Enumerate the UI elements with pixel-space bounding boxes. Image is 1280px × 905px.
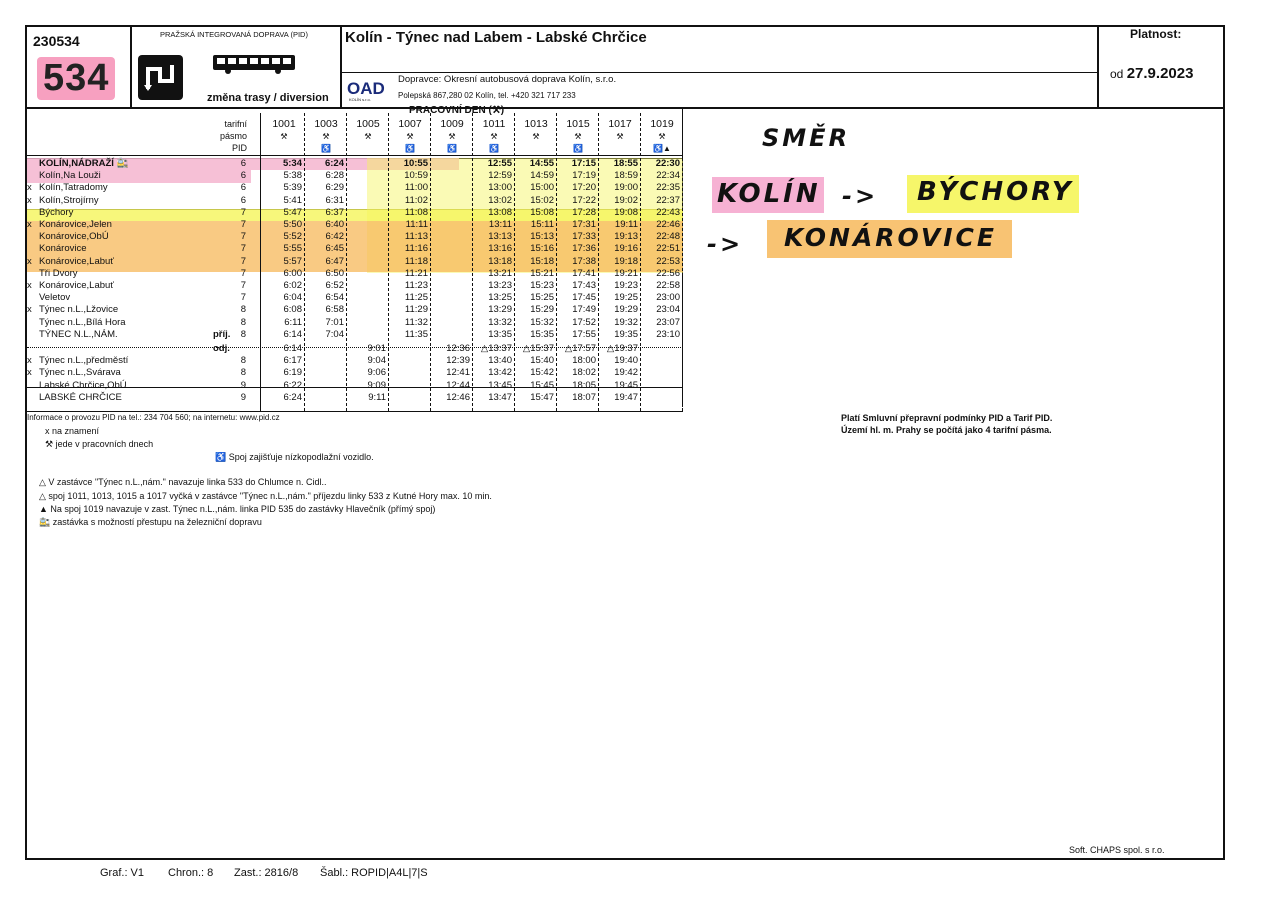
trip-symbol-workday: ⚒	[280, 132, 288, 141]
trip-symbol-workday: ⚒	[532, 132, 540, 141]
diversion-label: změna trasy / diversion	[207, 92, 329, 104]
tariff-zone: 8	[240, 355, 246, 367]
departure-time: 12:59	[488, 170, 512, 182]
hdr-tarifni: tarifní	[224, 119, 247, 129]
trip-number: 1001	[272, 118, 296, 130]
departure-time: 13:18	[488, 255, 512, 267]
departure-time: 15:18	[530, 255, 554, 267]
day-type: PRACOVNÍ DEN (⚒)	[409, 105, 505, 116]
trip-symbol-workday: ⚒	[448, 132, 456, 141]
trip-symbol-workday: ⚒	[616, 132, 624, 141]
departure-time: 14:55	[529, 158, 554, 169]
tariff-zone: 7	[240, 280, 246, 291]
departure-time: 12:55	[487, 158, 512, 169]
trip-symbol-extra: ♿	[489, 144, 499, 153]
departure-time: 13:25	[488, 292, 512, 304]
trip-symbol-workday: ⚒	[322, 132, 330, 141]
departure-time: 10:59	[404, 170, 428, 182]
departure-time: 5:47	[283, 206, 302, 218]
departure-time: 17:31	[572, 219, 596, 230]
departure-time: 18:05	[572, 379, 596, 391]
oad-sub: KOLÍN s.r.o.	[349, 97, 371, 102]
departure-time: 6:08	[283, 304, 302, 316]
departure-time: 17:22	[572, 194, 596, 206]
departure-time: 19:47	[614, 391, 638, 403]
validity-date	[1110, 65, 1193, 82]
departure-time: △17:57	[564, 343, 596, 354]
departure-time: 6:29	[325, 182, 344, 194]
departure-time: 15:32	[530, 316, 554, 328]
departure-time: 9:11	[368, 391, 386, 403]
stop-name: Týnec n.L.,Svárava	[39, 367, 121, 379]
departure-time: 13:13	[488, 231, 512, 243]
hand-smer: SMĚR	[762, 124, 851, 152]
departure-time: 5:39	[283, 182, 302, 194]
departure-time: 13:23	[488, 280, 512, 291]
departure-time: 17:41	[572, 267, 596, 279]
departure-time: 13:47	[488, 391, 512, 403]
departure-time: 18:00	[572, 355, 596, 367]
departure-time: 15:47	[530, 391, 554, 403]
column-divider	[472, 113, 473, 411]
trip-symbol-extra: ♿▲	[653, 144, 671, 153]
request-stop-mark: x	[27, 304, 32, 316]
stop-name: Kolín,Tatradomy	[39, 182, 108, 194]
route-title: Kolín - Týnec nad Labem - Labské Chrčice	[345, 29, 647, 46]
validity-date-value: 27.9.2023	[1126, 65, 1194, 82]
departure-time: 5:55	[283, 243, 302, 255]
line-number: 534	[37, 57, 115, 100]
departure-time: 22:48	[656, 231, 680, 243]
departure-time: 7:01	[325, 316, 344, 328]
trip-number: 1005	[356, 118, 380, 130]
footer-sabl: Šabl.: ROPID|A4L|7|S	[320, 867, 428, 879]
departure-time: 9:04	[367, 355, 386, 367]
trip-symbol-workday: ⚒	[490, 132, 498, 141]
departure-time: 12:44	[446, 379, 470, 391]
departure-time: 15:45	[530, 379, 554, 391]
departure-time: 19:29	[614, 304, 638, 316]
departure-time: 6:14	[283, 343, 302, 354]
departure-time: 11:00	[404, 182, 428, 194]
departure-time: 17:20	[572, 182, 596, 194]
departure-time: 22:56	[656, 267, 680, 279]
trip-number: 1011	[482, 118, 506, 130]
departure-time: 15:35	[530, 328, 554, 340]
request-stop-mark: x	[27, 194, 32, 206]
stop-name: Kolín,Na Louži	[39, 170, 101, 182]
stop-name: LABSKÉ CHRČICE	[39, 391, 122, 403]
tariff-zone: 6	[240, 158, 246, 169]
tariff-zone: 6	[240, 170, 246, 182]
trip-number: 1013	[524, 118, 548, 130]
note-lowfloor: ♿ Spoj zajišťuje nízkopodlažní vozidlo.	[215, 452, 374, 462]
departure-time: 13:02	[488, 194, 512, 206]
departure-time: 13:29	[488, 304, 512, 316]
departure-time: 22:35	[656, 182, 680, 194]
departure-time: 6:24	[324, 158, 344, 169]
departure-time: 11:29	[404, 304, 428, 316]
stop-name: Týnec n.L.,Lžovice	[39, 304, 119, 316]
line-code: 230534	[33, 33, 80, 49]
departure-time: 9:06	[367, 367, 386, 379]
column-divider	[346, 113, 347, 411]
departure-time: 6:17	[283, 355, 302, 367]
note-right-2: Území hl. m. Prahy se počítá jako 4 tarifní pásma.	[841, 425, 1052, 435]
departure-time: 19:11	[614, 219, 638, 230]
departure-time: 11:25	[404, 292, 428, 304]
departure-time: 15:23	[530, 280, 554, 291]
departure-time: 17:33	[572, 231, 596, 243]
footer-graf: Graf.: V1	[100, 867, 145, 879]
departure-time: 17:52	[572, 316, 596, 328]
departure-time: 13:42	[488, 367, 512, 379]
departure-time: 13:32	[488, 316, 512, 328]
departure-time: 22:51	[656, 243, 680, 255]
departure-time: 6:04	[283, 292, 302, 304]
departure-time: 15:25	[530, 292, 554, 304]
column-divider	[682, 113, 683, 411]
request-stop-mark: x	[27, 280, 32, 291]
stop-name: TÝNEC N.L.,NÁM.	[39, 328, 118, 340]
departure-time: 6:58	[325, 304, 344, 316]
request-stop-mark: x	[27, 219, 32, 230]
departure-time: 23:10	[656, 328, 680, 340]
stop-name: Konárovice,ObÚ	[39, 231, 109, 243]
departure-time: 15:42	[530, 367, 554, 379]
trip-number: 1017	[608, 118, 632, 130]
info-line: Informace o provozu PID na tel.: 234 704 560; na internetu: www.pid.cz	[27, 413, 280, 422]
departure-time: 15:08	[530, 206, 554, 218]
departure-time: 6:00	[283, 267, 302, 279]
departure-time: 5:34	[282, 158, 302, 169]
departure-time: 19:40	[614, 355, 638, 367]
departure-time: 10:55	[403, 158, 428, 169]
trip-symbol-workday: ⚒	[406, 132, 414, 141]
departure-time: 22:53	[656, 255, 680, 267]
departure-time: 13:45	[488, 379, 512, 391]
pid-label: PRAŽSKÁ INTEGROVANÁ DOPRAVA (PID)	[160, 30, 308, 39]
departure-time: 6:22	[283, 379, 302, 391]
stop-name: Tři Dvory	[39, 267, 78, 279]
departure-time: 5:38	[283, 170, 302, 182]
departure-time: 19:21	[614, 267, 638, 279]
tariff-zone: 8	[240, 316, 246, 328]
departure-time: 13:35	[488, 328, 512, 340]
hand-arrow-2: ->	[707, 230, 744, 258]
tariff-zone: 8	[240, 367, 246, 379]
note-x: x na znamení	[45, 426, 100, 436]
departure-time: 5:57	[283, 255, 302, 267]
departure-time: 11:16	[404, 243, 428, 255]
timetable-frame	[25, 25, 1225, 860]
trip-symbol-workday: ⚒	[574, 132, 582, 141]
departure-time: 6:50	[325, 267, 344, 279]
stop-name: Labské Chrčice,ObÚ	[39, 379, 127, 391]
departure-time: 6:24	[283, 391, 302, 403]
departure-time: 6:02	[283, 280, 302, 291]
departure-time: 15:16	[530, 243, 554, 255]
departure-time: 15:11	[530, 219, 554, 230]
stop-name: Veletov	[39, 292, 71, 304]
request-stop-mark: x	[27, 355, 32, 367]
departure-time: 23:04	[656, 304, 680, 316]
request-stop-mark: x	[27, 255, 32, 267]
departure-time: 15:40	[530, 355, 554, 367]
departure-time: 19:00	[614, 182, 638, 194]
departure-time: 19:45	[614, 379, 638, 391]
hand-arrow-1: ->	[842, 182, 879, 210]
hand-bychory: BÝCHORY	[917, 177, 1074, 207]
departure-time: 19:08	[614, 206, 638, 218]
departure-time: 11:13	[404, 231, 428, 243]
note-4: 🚉 zastávka s možností přestupu na železniční dopravu	[39, 517, 262, 527]
departure-time: 9:09	[367, 379, 386, 391]
note-right-1: Platí Smluvní přepravní podmínky PID a Tarif PID.	[841, 413, 1053, 423]
arr-dep-label: odj.	[213, 343, 230, 354]
departure-time: 6:52	[325, 280, 344, 291]
departure-time: 19:23	[614, 280, 638, 291]
column-divider	[514, 113, 515, 411]
trip-symbol-extra: ♿	[405, 144, 415, 153]
column-divider	[304, 113, 305, 411]
tariff-zone: 7	[240, 219, 246, 230]
departure-time: 6:19	[283, 367, 302, 379]
departure-time: 11:21	[404, 267, 428, 279]
departure-time: 6:47	[325, 255, 344, 267]
departure-time: 15:29	[530, 304, 554, 316]
carrier-address: Polepská 867,280 02 Kolín, tel. +420 321 717 233	[398, 91, 576, 100]
column-divider	[388, 113, 389, 411]
column-divider	[598, 113, 599, 411]
tariff-zone: 8	[240, 328, 246, 340]
departure-time: 15:13	[530, 231, 554, 243]
departure-time: 22:30	[655, 158, 680, 169]
departure-time: 17:45	[572, 292, 596, 304]
trip-symbol-workday: ⚒	[364, 132, 372, 141]
note-3: ▲ Na spoj 1019 navazuje v zast. Týnec n.L.,nám. linka PID 535 do zastávky Hlavečník (přímý spoj)	[39, 504, 436, 514]
tariff-zone: 8	[240, 304, 246, 316]
stop-name: Týnec n.L.,předměstí	[39, 355, 129, 367]
footer-chron: Chron.: 8	[168, 867, 214, 879]
column-divider	[640, 113, 641, 411]
tariff-zone: 7	[240, 255, 246, 267]
departure-time: 18:02	[572, 367, 596, 379]
departure-time: 6:28	[325, 170, 344, 182]
carrier-name: Dopravce: Okresní autobusová doprava Kolín, s.r.o.	[398, 74, 617, 85]
note-workdays: ⚒ jede v pracovních dnech	[45, 439, 154, 449]
hdr-pid: PID	[231, 143, 247, 153]
departure-time: 6:42	[325, 231, 344, 243]
departure-time: 18:55	[613, 158, 638, 169]
tariff-zone: 7	[240, 231, 246, 243]
departure-time: 19:35	[614, 328, 638, 340]
departure-time: △19:37	[606, 343, 638, 354]
departure-time: 13:00	[488, 182, 512, 194]
stop-name: Týnec n.L.,Bílá Hora	[39, 316, 126, 328]
departure-time: 17:38	[572, 255, 596, 267]
departure-time: 23:07	[656, 316, 680, 328]
departure-time: △15:37	[522, 343, 554, 354]
departure-time: 11:18	[404, 255, 428, 267]
trip-number: 1015	[566, 118, 590, 130]
departure-time: 13:08	[488, 206, 512, 218]
departure-time: 6:54	[325, 292, 344, 304]
hand-kolin: KOLÍN	[717, 179, 821, 209]
departure-time: 11:23	[404, 280, 428, 291]
departure-time: 6:40	[325, 219, 344, 230]
note-2: △ spoj 1011, 1013, 1015 a 1017 vyčká v zastávce "Týnec n.L.,nám." příjezdu linky 533 z Kutné Hory max. 10 min.	[39, 491, 492, 501]
stop-name: Konárovice	[39, 243, 87, 255]
departure-time: 14:59	[530, 170, 554, 182]
trip-symbol-extra: ♿	[573, 144, 583, 153]
trip-number: 1009	[440, 118, 464, 130]
departure-time: 18:07	[572, 391, 596, 403]
departure-time: 6:31	[325, 194, 344, 206]
tariff-zone: 6	[240, 182, 246, 194]
departure-time: 17:55	[572, 328, 596, 340]
departure-time: 5:50	[283, 219, 302, 230]
departure-time: 18:59	[614, 170, 638, 182]
departure-time: 17:49	[572, 304, 596, 316]
departure-time: 22:34	[656, 170, 680, 182]
departure-time: 15:00	[530, 182, 554, 194]
departure-time: 13:16	[488, 243, 512, 255]
departure-time: 15:02	[530, 194, 554, 206]
departure-time: 13:21	[488, 267, 512, 279]
hdr-pasmo: pásmo	[219, 131, 247, 141]
departure-time: 17:15	[571, 158, 596, 169]
trip-number: 1007	[398, 118, 422, 130]
trip-number: 1003	[314, 118, 338, 130]
departure-time: 19:25	[614, 292, 638, 304]
tariff-zone: 7	[240, 243, 246, 255]
departure-time: 11:11	[405, 219, 428, 230]
departure-time: 11:32	[404, 316, 428, 328]
note-1: △ V zastávce "Týnec n.L.,nám." navazuje linka 533 do Chlumce n. Cidl..	[39, 477, 327, 487]
tariff-zone: 6	[240, 194, 246, 206]
departure-time: 19:32	[614, 316, 638, 328]
footer-zast: Zast.: 2816/8	[234, 867, 299, 879]
stop-name: Konárovice,Labuť	[39, 255, 114, 267]
diversion-icon	[138, 55, 183, 100]
departure-time: 5:41	[283, 194, 302, 206]
stop-name: KOLÍN,NÁDRAŽÍ 🚉	[39, 158, 129, 169]
hand-konarovice: KONÁROVICE	[784, 223, 997, 252]
validity-label: Platnost:	[1130, 27, 1182, 41]
departure-time: 17:28	[572, 206, 596, 218]
departure-time: 9:01	[367, 343, 386, 354]
trip-symbol-extra: ♿	[447, 144, 457, 153]
stop-name: Býchory	[39, 206, 74, 218]
stop-name: Kolín,Strojírny	[39, 194, 99, 206]
column-divider	[556, 113, 557, 411]
request-stop-mark: x	[27, 182, 32, 194]
trip-symbol-extra: ♿	[321, 144, 331, 153]
departure-time: 12:41	[446, 367, 470, 379]
software-credit: Soft. CHAPS spol. s r.o.	[1069, 845, 1165, 855]
departure-time: 19:42	[614, 367, 638, 379]
departure-time: 12:46	[446, 391, 470, 403]
column-divider	[430, 113, 431, 411]
tariff-zone: 9	[240, 391, 246, 403]
departure-time: 19:02	[614, 194, 638, 206]
departure-time: 6:14	[283, 328, 302, 340]
tariff-zone: 7	[240, 292, 246, 304]
departure-time: 6:11	[284, 316, 302, 328]
departure-time: 15:21	[530, 267, 554, 279]
trip-symbol-workday: ⚒	[658, 132, 666, 141]
departure-time: 13:40	[488, 355, 512, 367]
tariff-zone: 7	[240, 206, 246, 218]
request-stop-mark: x	[27, 367, 32, 379]
departure-time: 11:02	[404, 194, 428, 206]
validity-prefix: od	[1110, 67, 1124, 81]
stop-name: Konárovice,Jelen	[39, 219, 112, 230]
departure-time: 6:37	[325, 206, 344, 218]
trip-number: 1019	[650, 118, 674, 130]
departure-time: 22:58	[656, 280, 680, 291]
tariff-zone: 9	[240, 379, 246, 391]
departure-time: 6:45	[325, 243, 344, 255]
oad-logo: OAD	[347, 79, 385, 98]
arr-dep-label: příj.	[213, 328, 231, 340]
departure-time: 5:52	[283, 231, 302, 243]
departure-time: 13:11	[488, 219, 512, 230]
departure-time: 19:16	[614, 243, 638, 255]
stop-name: Konárovice,Labuť	[39, 280, 114, 291]
departure-time: 12:39	[446, 355, 470, 367]
departure-time: 12:36	[446, 343, 470, 354]
departure-time: 19:18	[614, 255, 638, 267]
departure-time: 22:43	[656, 206, 680, 218]
departure-time: 17:43	[572, 280, 596, 291]
departure-time: 17:36	[572, 243, 596, 255]
bus-icon	[212, 53, 296, 80]
departure-time: 11:35	[404, 328, 428, 340]
departure-time: 22:37	[656, 194, 680, 206]
departure-time: △13:37	[480, 343, 512, 354]
tariff-zone: 7	[240, 267, 246, 279]
departure-time: 19:13	[614, 231, 638, 243]
departure-time: 22:46	[656, 219, 680, 230]
departure-time: 11:08	[404, 206, 428, 218]
departure-time: 23:00	[656, 292, 680, 304]
departure-time: 17:19	[572, 170, 596, 182]
departure-time: 7:04	[325, 328, 344, 340]
